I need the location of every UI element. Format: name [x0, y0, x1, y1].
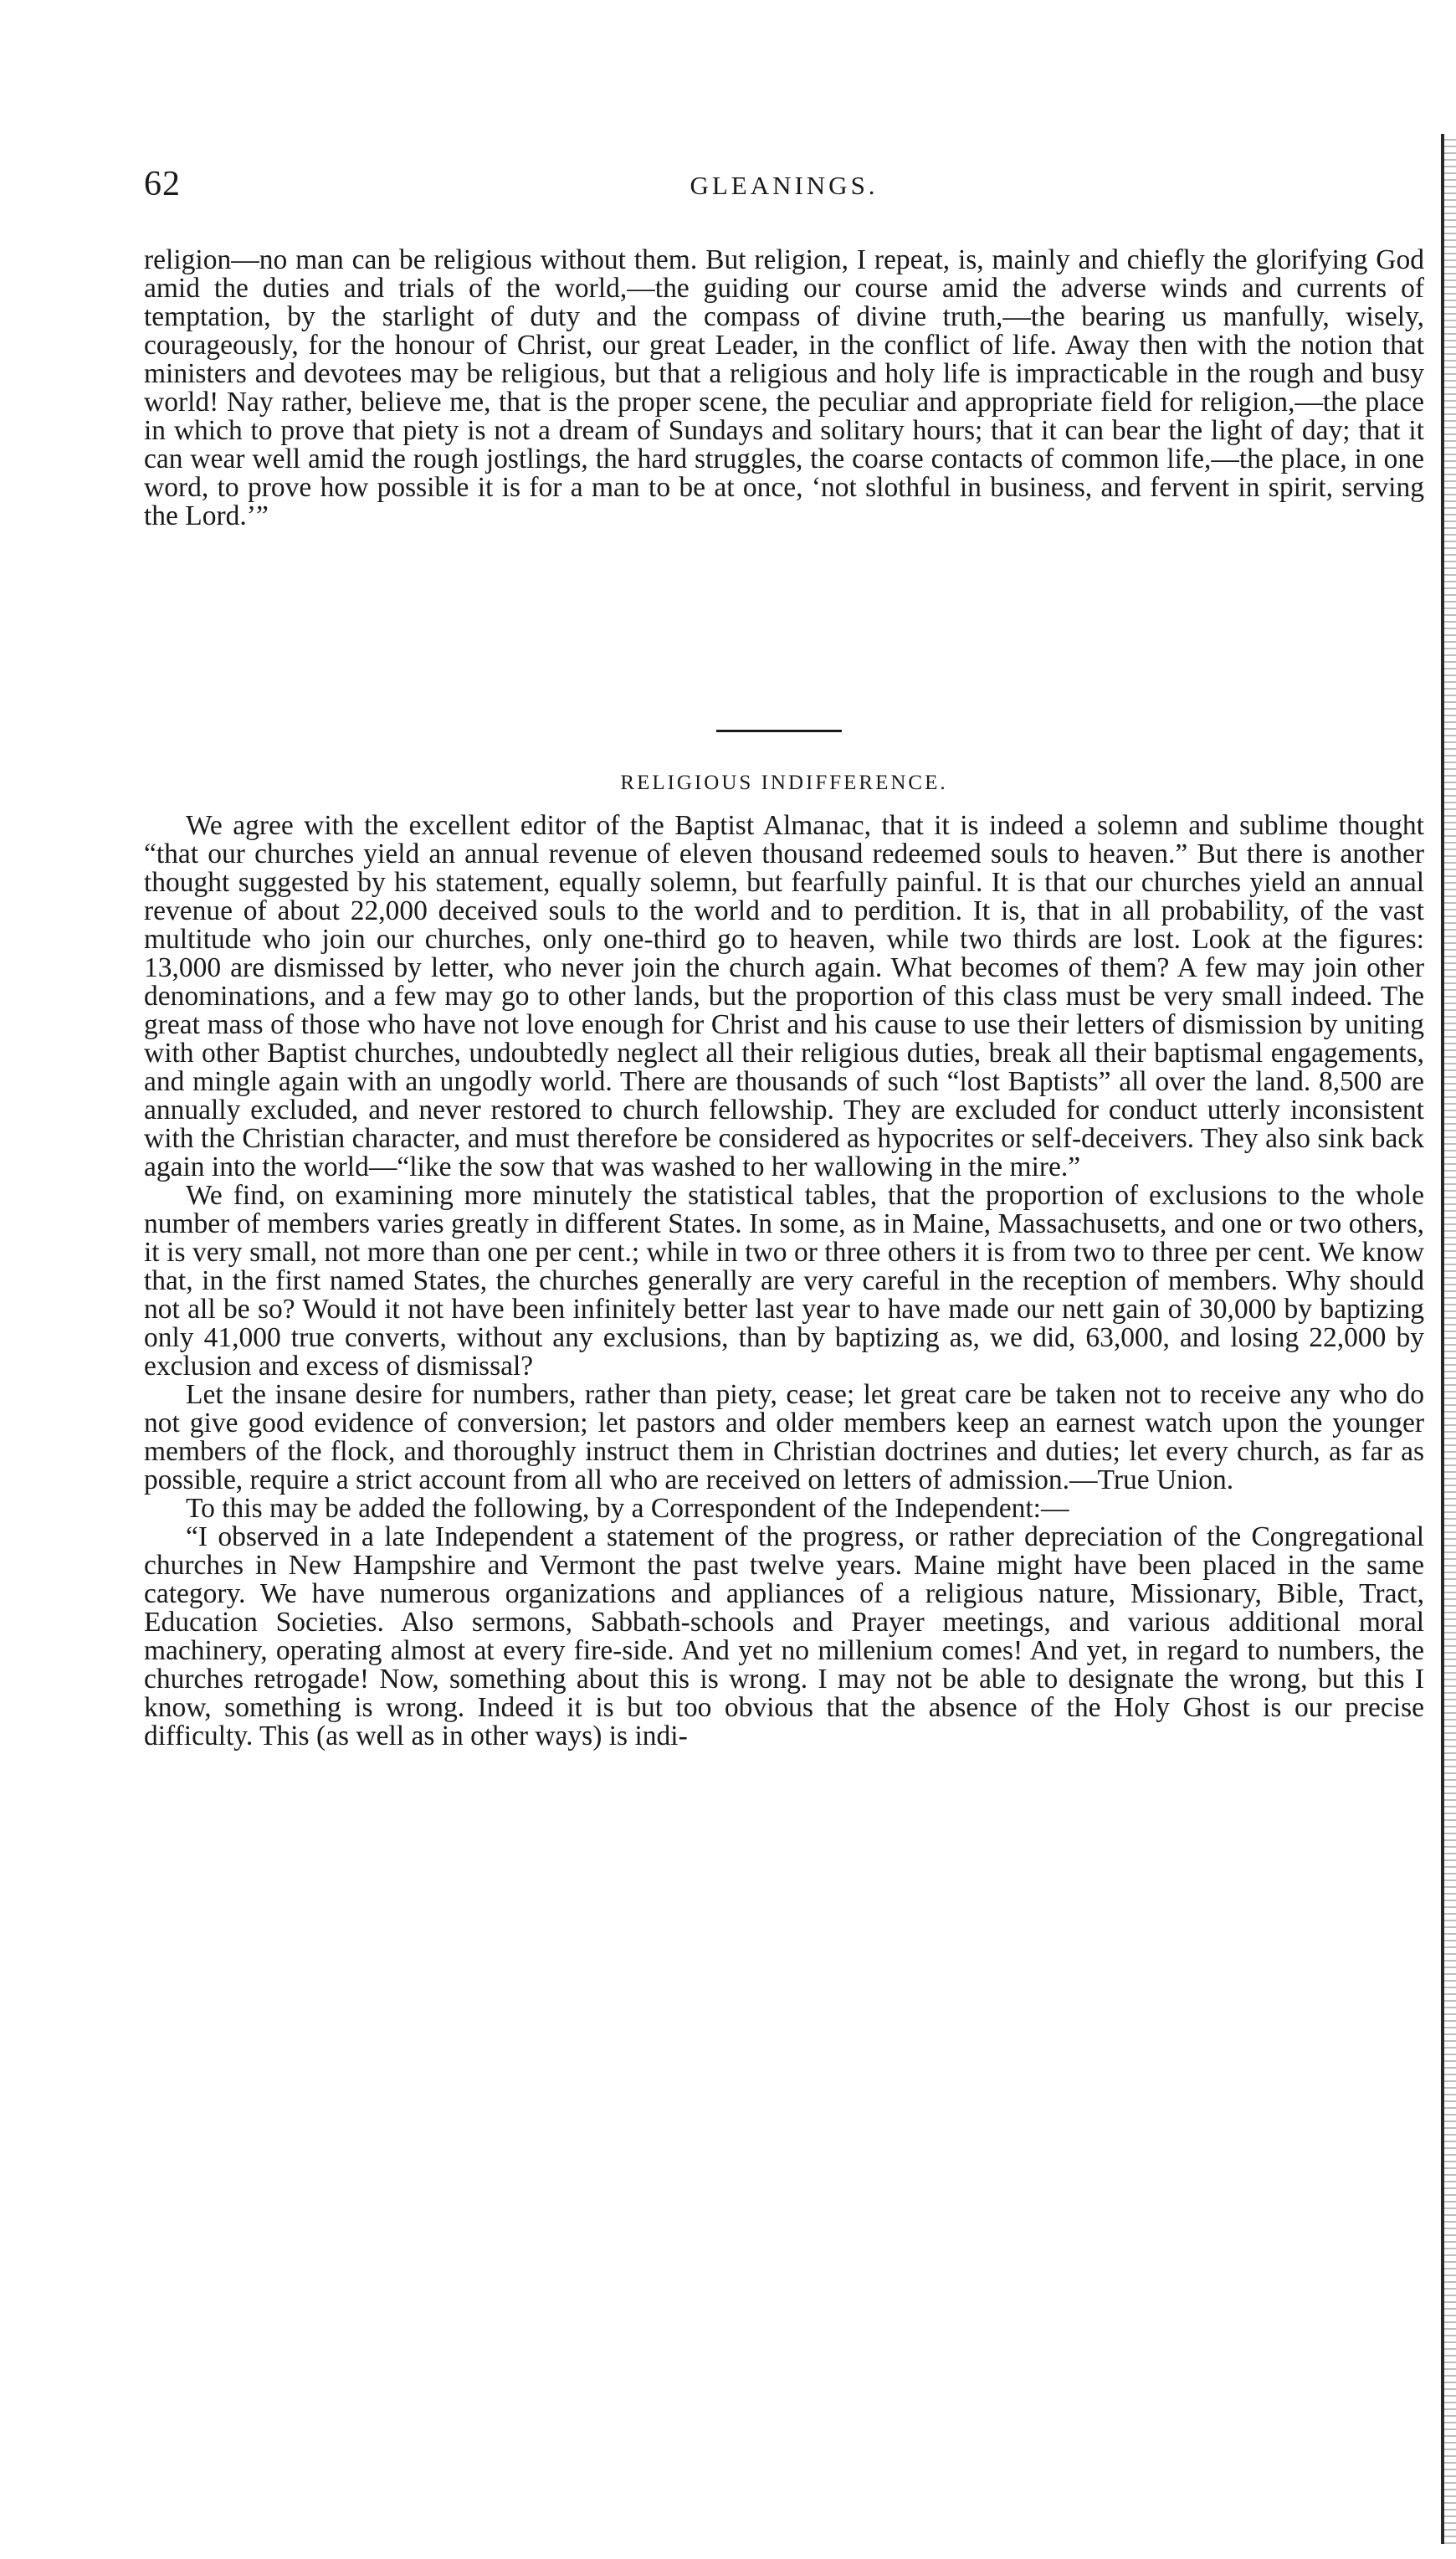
section-title: RELIGIOUS INDIFFERENCE. — [620, 772, 948, 794]
book-binding-edge — [1441, 134, 1456, 2544]
section-paragraph: We agree with the excellent editor of the Baptist Almanac, that it is indeed a solemn and sublime thought “that our churches yield an annual revenue of eleven thousand redeemed souls to heaven.” But there is another thought suggested by his statement, equally solemn, but fearfully painful. It is that our churches yield an annual revenue of about 22,000 deceived souls to the world and to perdition. It is, that in all probability, of the vast multitude who join our churches, only one-third go to heaven, while two thirds are lost. Look at the figures: 13,000 are dismissed by letter, who never join the church again. What becomes of them? A few may join other denominations, and a few may go to other lands, but the proportion of this class must be very small indeed. The great mass of those who have not love enough for Christ and his cause to use their letters of dismission by uniting with other Baptist churches, undoubtedly neglect all their religious duties, break all their baptismal engagements, and mingle again with an ungodly world. There are thousands of such “lost Baptists” all over the land. 8,500 are annually excluded, and never restored to church fellowship. They are excluded for conduct utterly inconsistent with the Christian character, and must therefore be considered as hypocrites or self-deceivers. They also sink back again into the world—“like the sow that was washed to her wallowing in the mire.” — [144, 810, 1424, 1182]
section-paragraph: “I observed in a late Independent a statement of the progress, or rather depreciation of the Congregational churches in New Hampshire and Vermont the past twelve years. Maine might have been placed in the same category. We have numerous organizations and appliances of a religious nature, Missionary, Bible, Tract, Education Societies. Also sermons, Sabbath-schools and Prayer meetings, and various additional moral machinery, operating almost at every fire-side. And yet no millenium comes! And yet, in regard to numbers, the churches retrogade! Now, something about this is wrong. I may not be able to designate the wrong, but this I know, something is wrong. Indeed it is but too obvious that the absence of the Holy Ghost is our precise difficulty. This (as well as in other ways) is indi- — [144, 1521, 1424, 1751]
section-paragraph: To this may be added the following, by a Correspondent of the Independent:— — [186, 1493, 1069, 1524]
opening-paragraph: religion—no man can be religious without them. But religion, I repeat, is, mainly and chiefly the glorifying God amid the duties and trials of the world,—the guiding our course amid the adverse winds and currents of temptation, by the starlight of duty and the compass of divine truth,—the bearing us manfully, wisely, courageously, for the honour of Christ, our great Leader, in the conflict of life. Away then with the notion that ministers and devotees may be religious, but that a religious and holy life is impracticable in the rough and busy world! Nay rather, believe me, that is the proper scene, the peculiar and appropriate field for religion,—the place in which to prove that piety is not a dream of Sundays and solitary hours; that it can bear the light of day; that it can wear well amid the rough jostlings, the hard struggles, the coarse contacts of common life,—the place, in one word, to prove how possible it is for a man to be at once, ‘not slothful in business, and fervent in spirit, serving the Lord.’” — [144, 244, 1424, 531]
section-body — [144, 812, 1424, 1751]
running-head: GLEANINGS. — [690, 171, 879, 200]
page-number: 62 — [144, 165, 181, 203]
section-paragraph: Let the insane desire for numbers, rather than piety, cease; let great care be taken not to receive any who do not give good evidence of conversion; let pastors and older members keep an earnest watch upon the younger members of the flock, and thoroughly instruct them in Christian doctrines and duties; let every church, as far as possible, require a strict account from all who are received on letters of admission.—True Union. — [144, 1379, 1424, 1495]
opening-text-block — [144, 246, 1424, 531]
section-divider-rule — [716, 730, 842, 732]
section-paragraph: We find, on examining more minutely the statistical tables, that the proportion of exclusions to the whole number of members varies greatly in different States. In some, as in Maine, Massachusetts, and one or two others, it is very small, not more than one per cent.; while in two or three others it is from two to three per cent. We know that, in the first named States, the churches generally are very careful in the reception of members. Why should not all be so? Would it not have been infinitely better last year to have made our nett gain of 30,000 by baptizing only 41,000 true converts, without any exclusions, than by baptizing as, we did, 63,000, and losing 22,000 by exclusion and excess of dismissal? — [144, 1180, 1424, 1382]
page-header — [144, 164, 1424, 214]
